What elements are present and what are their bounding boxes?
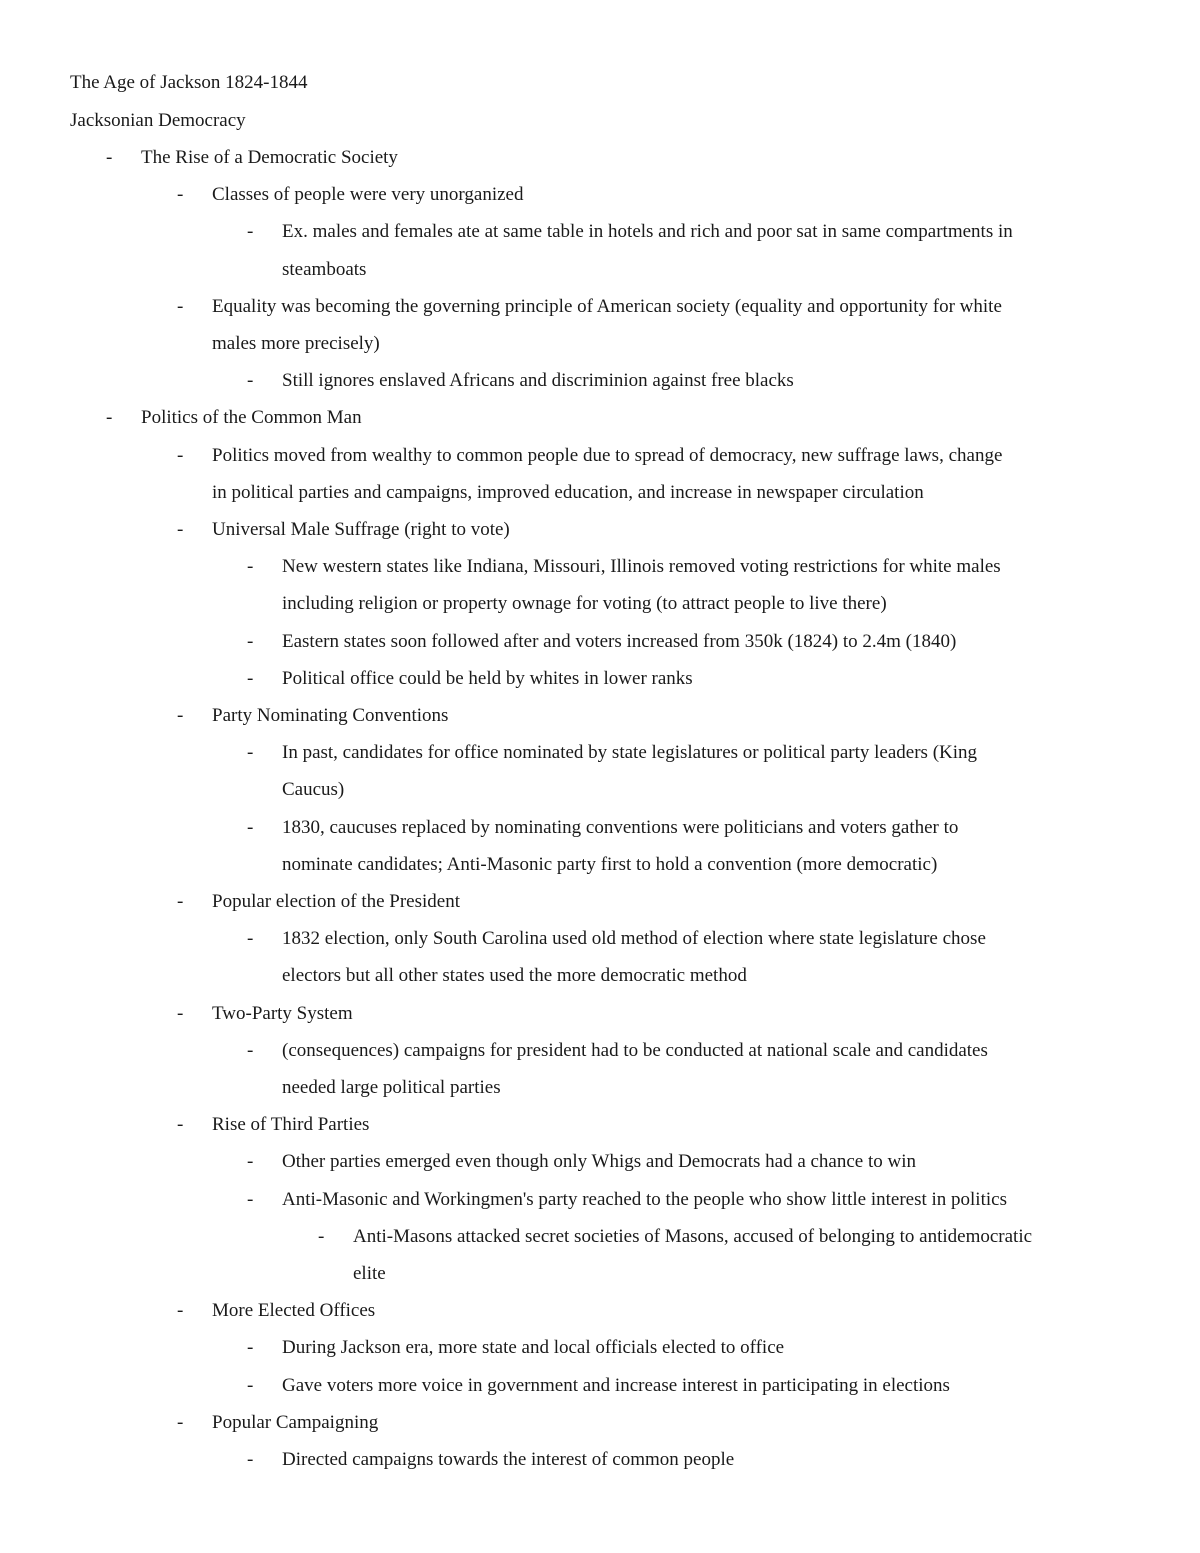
outline-item-text: (consequences) campaigns for president had to be conducted at national scale and candidates — [282, 1039, 988, 1061]
outline-item-text: Popular Campaigning — [212, 1411, 379, 1433]
bullet-dash: - — [177, 1300, 184, 1322]
bullet-dash: - — [177, 519, 184, 540]
bullet-dash: - — [106, 147, 113, 168]
outline-item-text: Caucus) — [282, 779, 345, 801]
outline-item-text: Equality was becoming the governing principle of American society (equality and opportunity for white — [212, 295, 1002, 317]
bullet-dash: - — [247, 1188, 254, 1210]
outline-item-text: electors but all other states used the more democratic method — [282, 965, 747, 987]
outline-item-text: 1832 election, only South Carolina used old method of election where state legislature chose — [282, 928, 986, 950]
outline-item-text: Popular election of the President — [212, 891, 460, 912]
bullet-dash: - — [247, 816, 254, 838]
outline-item-text: steamboats — [282, 258, 367, 280]
bullet-dash: - — [247, 556, 254, 578]
bullet-dash: - — [247, 1151, 254, 1173]
outline-item-text: Political office could be held by whites in lower ranks — [282, 667, 693, 689]
outline-item-text: During Jackson era, more state and local officials elected to office — [282, 1337, 785, 1359]
bullet-dash: - — [177, 1114, 184, 1136]
outline-item-text: Anti-Masonic and Workingmen's party reached to the people who show little interest in politics — [282, 1188, 1007, 1210]
outline-item-text: needed large political parties — [282, 1077, 501, 1098]
outline-item-text: New western states like Indiana, Missouri, Illinois removed voting restrictions for white males — [282, 556, 1001, 578]
outline-item-text: Classes of people were very unorganized — [212, 184, 524, 206]
bullet-dash: - — [247, 370, 254, 392]
outline-item-text: in political parties and campaigns, improved education, and increase in newspaper circulation — [212, 481, 924, 503]
bullet-dash: - — [247, 1374, 254, 1396]
outline-item-text: In past, candidates for office nominated by state legislatures or political party leaders (King — [282, 742, 978, 764]
outline-item-text: Politics of the Common Man — [141, 407, 362, 429]
bullet-dash: - — [106, 407, 113, 429]
outline-item-text: males more precisely) — [212, 333, 380, 354]
outline-item-text: Other parties emerged even though only Whigs and Democrats had a chance to win — [282, 1151, 917, 1173]
outline-item-text: Still ignores enslaved Africans and discriminion against free blacks — [282, 370, 794, 392]
outline-item-text: Eastern states soon followed after and voters increased from 350k (1824) to 2.4m (1840) — [282, 630, 957, 652]
outline-item-text: nominate candidates; Anti-Masonic party first to hold a convention (more democratic) — [282, 853, 938, 875]
bullet-dash: - — [247, 1449, 254, 1470]
outline-item-text: 1830, caucuses replaced by nominating conventions were politicians and voters gather to — [282, 816, 959, 838]
document-title: The Age of Jackson 1824-1844 — [70, 72, 308, 93]
outline-item-text: Two-Party System — [212, 1002, 353, 1024]
outline-item-text: More Elected Offices — [212, 1300, 376, 1322]
document-subtitle: Jacksonian Democracy — [70, 110, 246, 131]
bullet-dash: - — [177, 444, 184, 466]
bullet-dash: - — [177, 184, 184, 206]
bullet-dash: - — [247, 630, 254, 652]
bullet-dash: - — [177, 1002, 184, 1024]
bullet-dash: - — [177, 295, 184, 317]
outline-item-text: Ex. males and females ate at same table in hotels and rich and poor sat in same compartments in — [282, 221, 1013, 243]
bullet-dash: - — [247, 1337, 254, 1359]
bullet-dash: - — [177, 705, 184, 726]
outline-item-text: The Rise of a Democratic Society — [141, 147, 398, 168]
outline-item-text: Party Nominating Conventions — [212, 705, 449, 726]
bullet-dash: - — [247, 928, 254, 950]
outline-item-text: Anti-Masons attacked secret societies of Masons, accused of belonging to antidemocratic — [353, 1225, 1033, 1247]
outline-item-text: Politics moved from wealthy to common people due to spread of democracy, new suffrage laws, change — [212, 444, 1003, 466]
bullet-dash: - — [177, 891, 184, 912]
bullet-dash: - — [247, 221, 254, 243]
bullet-dash: - — [247, 1039, 254, 1061]
outline-item-text: Rise of Third Parties — [212, 1114, 370, 1136]
outline-item-text: including religion or property ownage for voting (to attract people to live there) — [282, 593, 887, 615]
outline-item-text: Gave voters more voice in government and increase interest in participating in elections — [282, 1374, 950, 1396]
bullet-dash: - — [247, 742, 254, 764]
bullet-dash: - — [247, 667, 254, 689]
outline-item-text: Universal Male Suffrage (right to vote) — [212, 519, 510, 540]
outline-item-text: Directed campaigns towards the interest of common people — [282, 1449, 735, 1470]
bullet-dash: - — [177, 1411, 184, 1433]
bullet-dash: - — [318, 1225, 325, 1247]
outline-item-text: elite — [353, 1263, 386, 1284]
